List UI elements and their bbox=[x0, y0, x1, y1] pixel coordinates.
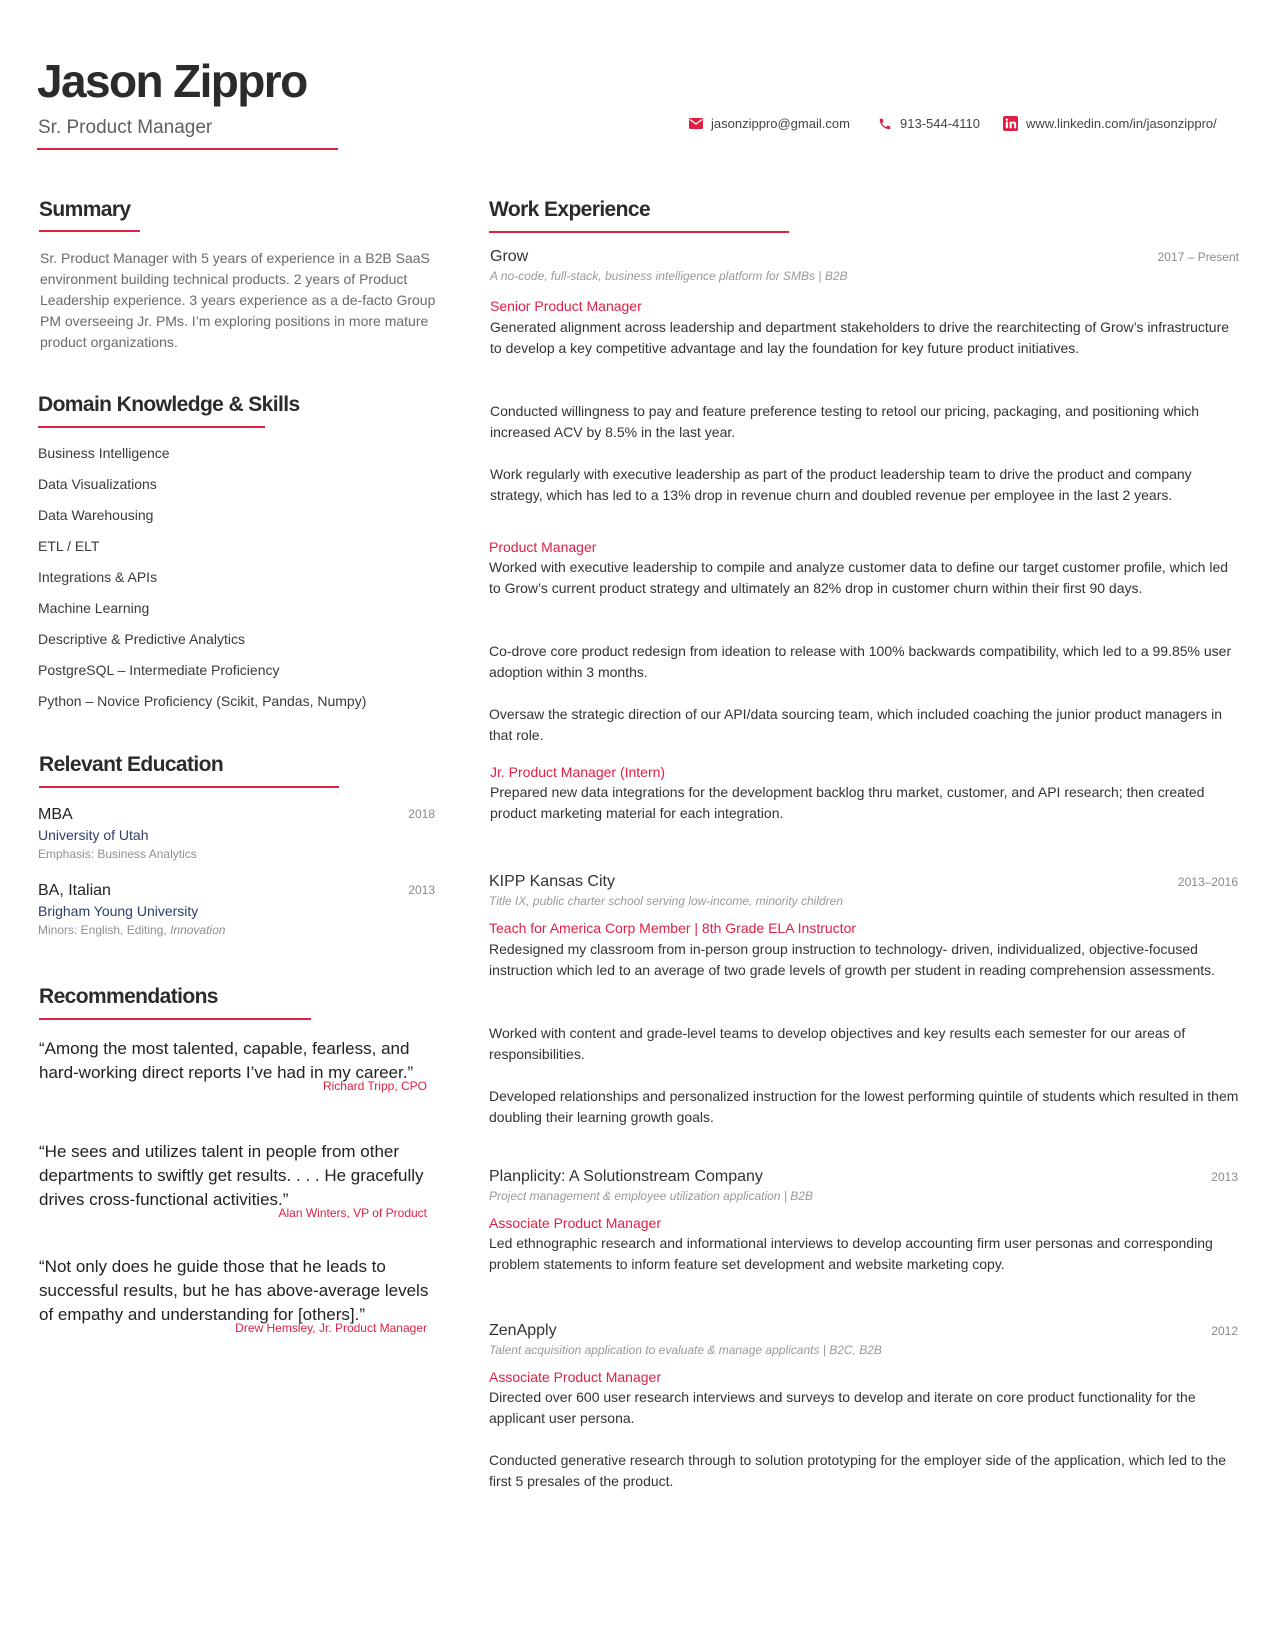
job-dates: 2013 bbox=[1211, 1170, 1238, 1184]
education-entry bbox=[38, 881, 435, 939]
skill-item: PostgreSQL – Intermediate Proficiency bbox=[38, 662, 280, 678]
job-company: Grow bbox=[490, 248, 529, 265]
skills-list bbox=[38, 443, 366, 722]
job-header bbox=[490, 247, 1239, 285]
work-experience-heading: Work Experience bbox=[489, 198, 651, 221]
job-role: Product Manager bbox=[489, 539, 597, 555]
job-role: Senior Product Manager bbox=[490, 298, 642, 314]
job-tagline: Title IX, public charter school serving low-income, minority children bbox=[489, 894, 844, 908]
contact-linkedin-text[interactable]: www.linkedin.com/in/jasonzippro/ bbox=[1026, 116, 1217, 131]
education-school: University of Utah bbox=[38, 827, 149, 843]
contact-email-text[interactable]: jasonzippro@gmail.com bbox=[711, 116, 850, 131]
recommendation-author: Drew Hemsley, Jr. Product Manager bbox=[235, 1321, 427, 1335]
candidate-name: Jason Zippro bbox=[37, 55, 307, 107]
skill-item: Machine Learning bbox=[38, 600, 150, 616]
education-degree: MBA bbox=[38, 806, 73, 823]
job-bullet: Directed over 600 user research interviews and surveys to develop and iterate on core product functionality for the applicant user persona. bbox=[489, 1389, 1196, 1426]
education-note: Emphasis: Business Analytics bbox=[38, 847, 197, 861]
job-bullet: Work regularly with executive leadership as part of the product leadership team to drive the product and company strategy, which has led to a 13% drop in revenue churn and doubled revenue per employee in the last 2 years. bbox=[490, 466, 1192, 503]
job-header bbox=[489, 872, 1238, 910]
contact-linkedin[interactable] bbox=[1003, 116, 1217, 131]
job-company: ZenApply bbox=[489, 1322, 557, 1339]
linkedin-icon bbox=[1003, 116, 1018, 131]
job-bullet: Conducted willingness to pay and feature preference testing to retool our pricing, packaging, and positioning which increased ACV by 8.5% in the last year. bbox=[490, 403, 1199, 440]
recommendation bbox=[39, 1255, 439, 1335]
skill-item: Python – Novice Proficiency (Scikit, Pandas, Numpy) bbox=[38, 693, 367, 709]
skill-item: Business Intelligence bbox=[38, 445, 170, 461]
contact-email[interactable] bbox=[689, 116, 850, 131]
summary-heading: Summary bbox=[39, 198, 131, 221]
education-degree: BA, Italian bbox=[38, 882, 111, 899]
job-tagline: A no-code, full-stack, business intelligence platform for SMBs | B2B bbox=[490, 269, 848, 283]
skill-item: Data Warehousing bbox=[38, 507, 154, 523]
job-bullet: Oversaw the strategic direction of our API/data sourcing team, which included coaching the junior product managers in that role. bbox=[489, 706, 1223, 743]
summary-divider bbox=[39, 230, 140, 232]
summary-text: Sr. Product Manager with 5 years of experience in a B2B SaaS environment building technical products. 2 years of Product Leadership experience. 3 years experience as a de-facto Group PM overseeing Jr. PMs. I’m exploring positions in more mature product organizations. bbox=[40, 250, 436, 350]
job-bullet: Redesigned my classroom from in-person group instruction to technology- driven, individualized, objective-focused instruction which led to an average of two grade levels of growth per student in reading comprehension assessments. bbox=[489, 941, 1216, 978]
job-dates: 2017 – Present bbox=[1157, 250, 1239, 264]
recommendations-divider bbox=[39, 1018, 311, 1020]
job-bullet: Worked with content and grade-level teams to develop objectives and key results each semester for our areas of responsibilities. bbox=[489, 1025, 1186, 1062]
recommendation-quote: “Not only does he guide those that he leads to successful results, but he has above-average levels of empathy and understanding for [others].” bbox=[39, 1257, 429, 1324]
job-bullet: Worked with executive leadership to compile and analyze customer data to define our target customer profile, which led to Grow’s current product strategy and ultimately an 82% drop in customer churn within their first 90 days. bbox=[489, 559, 1229, 596]
job-bullet: Conducted generative research through to solution prototyping for the employer side of the application, which led to the first 5 presales of the product. bbox=[489, 1452, 1227, 1489]
job-header bbox=[489, 1321, 1238, 1359]
recommendations-heading: Recommendations bbox=[39, 985, 218, 1008]
recommendation-author: Richard Tripp, CPO bbox=[322, 1079, 427, 1093]
job-company: Planplicity: A Solutionstream Company bbox=[489, 1168, 763, 1185]
job-bullet: Generated alignment across leadership and department stakeholders to drive the rearchitecting of Grow’s infrastructure to develop a key competitive advantage and lay the foundation for key future product initiatives. bbox=[490, 319, 1230, 356]
job-tagline: Talent acquisition application to evaluate & manage applicants | B2C, B2B bbox=[489, 1343, 882, 1357]
skills-divider bbox=[38, 426, 265, 428]
recommendation bbox=[39, 1140, 439, 1220]
recommendation-author: Alan Winters, VP of Product bbox=[278, 1206, 427, 1220]
job-company: KIPP Kansas City bbox=[489, 873, 615, 890]
recommendation-quote: “Among the most talented, capable, fearless, and hard-working direct reports I’ve had in my career.” bbox=[39, 1039, 414, 1082]
job-dates: 2013–2016 bbox=[1177, 875, 1238, 889]
job-header bbox=[489, 1167, 1238, 1205]
job-role: Jr. Product Manager (Intern) bbox=[490, 764, 666, 780]
candidate-headline: Sr. Product Manager bbox=[38, 117, 213, 138]
job-role: Teach for America Corp Member | 8th Grade ELA Instructor bbox=[489, 920, 857, 936]
job-bullet: Led ethnographic research and informational interviews to develop accounting firm user personas and corresponding problem statements to inform feature set development and website marketing copy. bbox=[489, 1235, 1213, 1272]
header-divider bbox=[37, 148, 338, 150]
job-dates: 2012 bbox=[1211, 1324, 1238, 1338]
recommendation-quote: “He sees and utilizes talent in people from other departments to swiftly get results. . . . He gracefully drives cross-functional activities.” bbox=[39, 1142, 424, 1209]
skill-item: ETL / ELT bbox=[38, 538, 100, 554]
education-divider bbox=[39, 786, 339, 788]
contact-phone-text[interactable]: 913-544-4110 bbox=[900, 116, 980, 131]
job-bullet: Prepared new data integrations for the development backlog thru market, customer, and API research; then created product marketing material for each integration. bbox=[490, 784, 1205, 821]
recommendation bbox=[39, 1037, 439, 1093]
job-tagline: Project management & employee utilization application | B2B bbox=[489, 1189, 813, 1203]
work-experience-divider bbox=[489, 231, 789, 233]
education-heading: Relevant Education bbox=[39, 753, 224, 776]
skill-item: Data Visualizations bbox=[38, 476, 157, 492]
skill-item: Descriptive & Predictive Analytics bbox=[38, 631, 245, 647]
education-school: Brigham Young University bbox=[38, 903, 199, 919]
skill-item: Integrations & APIs bbox=[38, 569, 158, 585]
education-entry bbox=[38, 805, 435, 863]
job-role: Associate Product Manager bbox=[489, 1369, 661, 1385]
education-note: Minors: English, Editing, Innovation bbox=[38, 923, 226, 937]
job-bullet: Developed relationships and personalized instruction for the lowest performing quintile of students which resulted in them doubling their learning growth goals. bbox=[489, 1088, 1239, 1125]
job-role: Associate Product Manager bbox=[489, 1215, 661, 1231]
phone-icon bbox=[878, 117, 892, 131]
job-bullet: Co-drove core product redesign from ideation to release with 100% backwards compatibility, which led to a 99.85% user adoption within 3 months. bbox=[489, 643, 1232, 680]
mail-icon bbox=[689, 118, 703, 129]
skills-heading: Domain Knowledge & Skills bbox=[38, 393, 300, 416]
education-year: 2013 bbox=[408, 883, 435, 897]
education-year: 2018 bbox=[408, 807, 435, 821]
contact-phone[interactable] bbox=[878, 116, 980, 131]
